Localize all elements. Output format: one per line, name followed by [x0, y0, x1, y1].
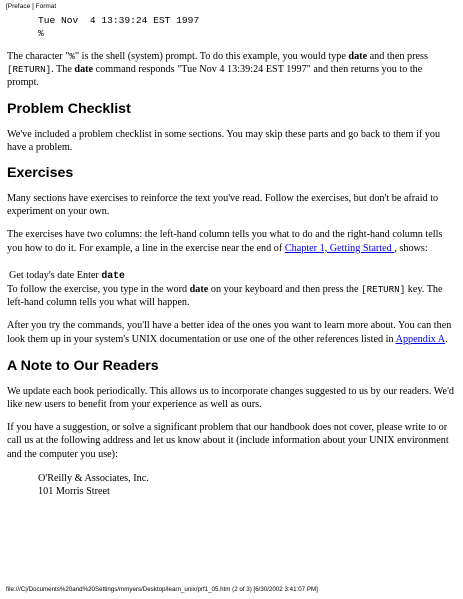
prompt-explanation: The character "%" is the shell (system) prompt. To do this example, you would type date and then press [RETURN]. The date command responds "Tue Nov 4 13:39:24 EST 1997" and then returns you to the prompt. [7, 51, 428, 89]
address-line: 101 Morris Street [38, 486, 110, 498]
return-key: [RETURN] [361, 284, 406, 296]
document-body [7, 14, 455, 498]
exercises-paragraph-4: After you try the commands, you'll have a better idea of the ones you want to learn more about. You can then look them up in your system's UNIX documentation or use one of the other references listed in Appendix A. [7, 320, 452, 345]
date-term: date [74, 64, 94, 76]
address-block [7, 472, 455, 498]
chapter-1-link[interactable]: Chapter 1, Getting Started [284, 242, 395, 254]
readers-paragraph-2: If you have a suggestion, or solve a significant problem that our handbook does not cover, please write to or call us at the following address and let us know about it (include information about your UNIX environment and the computer you use): [7, 422, 449, 460]
page-header: [Preface ] Format [6, 3, 57, 10]
heading-exercises: Exercises [7, 165, 74, 182]
address-line: O'Reilly & Associates, Inc. [38, 472, 149, 484]
code-line-prompt: % [38, 28, 44, 39]
code-block [38, 14, 455, 40]
exercises-paragraph-1: Many sections have exercises to reinforce the text you've read. Follow the exercises, but don't be afraid to experiment on your own. [7, 193, 439, 218]
exercises-paragraph-2: The exercises have two columns: the left-hand column tells you what to do and the right-hand column tells you how to do it. For example, a line in the exercise near the end of Chapter 1, Getting Started , shows: [7, 229, 443, 254]
date-command: date [101, 269, 125, 281]
readers-paragraph-1: We update each book periodically. This allows us to incorporate changes suggested to us by our readers. We'd like new users to benefit from your experience as well as ours. [7, 385, 454, 411]
code-line-output: Tue Nov 4 13:39:24 EST 1997 [38, 15, 200, 26]
exercises-paragraph-3: To follow the exercise, you type in the word date on your keyboard and then press the [RETURN] key. The left-hand column tells you what will happen. [7, 284, 443, 309]
exercise-example-line: Get today's date Enter date [9, 269, 125, 281]
appendix-a-link[interactable]: Appendix A [395, 333, 446, 345]
return-key: [RETURN] [7, 64, 52, 76]
page-footer: file:///C|/Documents%20and%20Settings/mmyers/Desktop/learn_unix/prf1_05.htm (2 of 3) [6/30/2002 3:41:07 PM] [6, 586, 318, 593]
prompt-symbol: % [69, 51, 75, 62]
heading-problem-checklist: Problem Checklist [7, 100, 131, 117]
date-term: date [348, 51, 368, 62]
checklist-paragraph: We've included a problem checklist in some sections. You may skip these parts and go back to them if you have a problem. [7, 128, 441, 153]
heading-note-to-readers: A Note to Our Readers [7, 357, 159, 374]
